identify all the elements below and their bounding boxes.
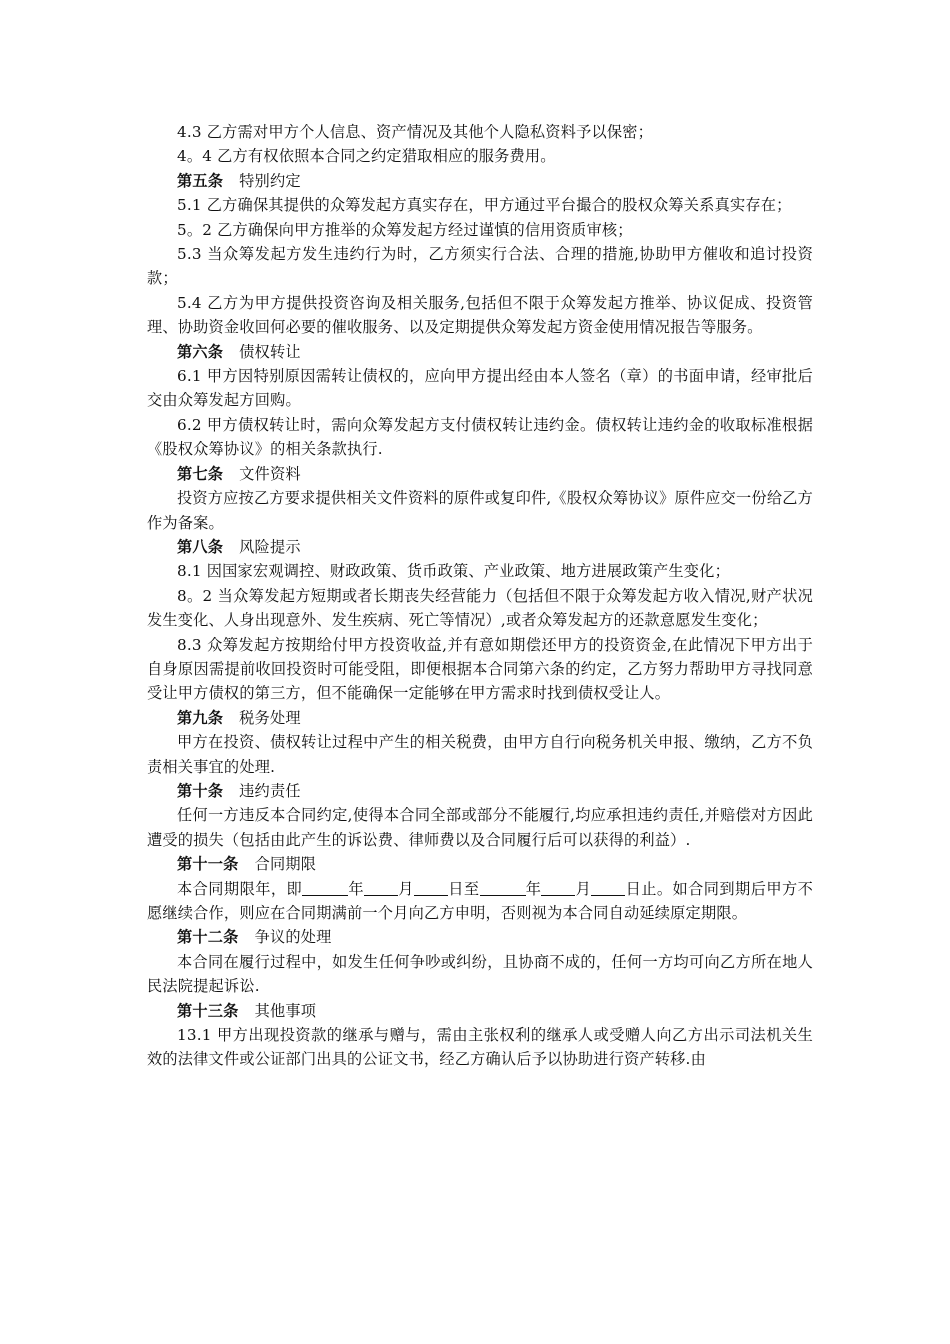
clause-13-1: 13.1 甲方出现投资款的继承与赠与，需由主张权利的继承人或受赠人向乙方出示司法机关生效的法律文件或公证部门出具的公证文书，经乙方确认后予以协助进行资产转移.由 bbox=[147, 1026, 813, 1069]
clause-text: 日止。如合同到期后甲方不愿继续合作，则应在合同期满前一个月向乙方申明，否则视为本合同自动延续原定期限。 bbox=[147, 879, 814, 922]
section-number: 第九条 bbox=[177, 708, 224, 727]
section-number: 第十一条 bbox=[177, 855, 239, 874]
section-5-heading bbox=[147, 169, 813, 193]
blank-field bbox=[480, 881, 526, 896]
clause-9: 甲方在投资、债权转让过程中产生的相关税费，由甲方自行向税务机关申报、缴纳，乙方不负责相关事宜的处理. bbox=[147, 733, 813, 776]
blank-field bbox=[364, 881, 398, 896]
section-10-heading bbox=[147, 779, 813, 803]
section-title: 其他事项 bbox=[254, 1001, 317, 1020]
clause-7: 投资方应按乙方要求提供相关文件资料的原件或复印件,《股权众筹协议》原件应交一份给乙方作为备案。 bbox=[147, 489, 813, 532]
blank-field bbox=[541, 881, 575, 896]
clause-8-2: 8。2 当众筹发起方短期或者长期丧失经营能力（包括但不限于众筹发起方收入情况,财产状况发生变化、人身出现意外、发生疾病、死亡等情况）,或者众筹发起方的还款意愿发生变化； bbox=[147, 586, 813, 630]
section-number: 第十条 bbox=[177, 781, 224, 800]
section-number: 第七条 bbox=[177, 464, 224, 483]
section-title: 文件资料 bbox=[239, 464, 301, 483]
clause-text: 本合同期限年，即 bbox=[177, 879, 303, 898]
section-title: 违约责任 bbox=[239, 781, 301, 800]
clause-5-2: 5。2 乙方确保向甲方推举的众筹发起方经过谨慎的信用资质审核； bbox=[177, 220, 633, 239]
section-12-heading bbox=[147, 925, 813, 949]
section-number: 第八条 bbox=[177, 537, 224, 556]
section-title: 特别约定 bbox=[239, 171, 301, 190]
section-6-heading bbox=[147, 340, 813, 364]
clause-6-2: 6.2 甲方债权转让时，需向众筹发起方支付债权转让违约金。债权转让违约金的收取标准根据《股权众筹协议》的相关条款执行. bbox=[147, 415, 813, 459]
clause-text: 日至 bbox=[447, 879, 480, 898]
clause-text: 月 bbox=[575, 879, 592, 898]
section-title: 争议的处理 bbox=[254, 928, 332, 947]
section-title: 税务处理 bbox=[239, 708, 301, 727]
clause-5-4: 5.4 乙方为甲方提供投资咨询及相关服务,包括但不限于众筹发起方推举、协议促成、投资管理、协助资金收回何必要的催收服务、以及定期提供众筹发起方资金使用情况报告等服务。 bbox=[147, 293, 813, 337]
clause-text: 年 bbox=[348, 879, 365, 898]
clause-10: 任何一方违反本合同约定,使得本合同全部或部分不能履行,均应承担违约责任,并赔偿对方因此遭受的损失（包括由此产生的诉讼费、律师费以及合同履行后可以获得的利益）. bbox=[147, 806, 813, 849]
clause-4-3: 4.3 乙方需对甲方个人信息、资产情况及其他个人隐私资料予以保密； bbox=[177, 123, 654, 141]
section-8-heading bbox=[147, 535, 813, 559]
blank-field bbox=[414, 881, 448, 896]
section-title: 风险提示 bbox=[239, 537, 301, 556]
section-9-heading bbox=[147, 706, 813, 730]
section-7-heading bbox=[147, 462, 813, 486]
clause-11 bbox=[147, 877, 813, 926]
section-11-heading bbox=[147, 852, 813, 876]
clause-8-1: 8.1 因国家宏观调控、财政政策、货币政策、产业政策、地方进展政策产生变化； bbox=[177, 562, 730, 581]
clause-8-3: 8.3 众筹发起方按期给付甲方投资收益,并有意如期偿还甲方的投资资金,在此情况下甲方出于自身原因需提前收回投资时可能受阻，即便根据本合同第六条的约定，乙方努力帮助甲方寻找同意受让甲方债权的第三方，但不能确保一定能够在甲方需求时找到债权受让人。 bbox=[147, 635, 813, 703]
blank-field bbox=[302, 881, 348, 896]
section-number: 第十三条 bbox=[177, 1001, 239, 1020]
contract-page bbox=[147, 120, 813, 1072]
section-title: 债权转让 bbox=[239, 342, 301, 361]
clause-12: 本合同在履行过程中，如发生任何争吵或纠纷，且协商不成的，任何一方均可向乙方所在地人民法院提起诉讼. bbox=[147, 952, 813, 996]
clause-6-1: 6.1 甲方因特别原因需转让债权的，应向甲方提出经由本人签名（章）的书面申请，经审批后交由众筹发起方回购。 bbox=[147, 367, 813, 410]
section-title: 合同期限 bbox=[254, 855, 317, 874]
section-number: 第六条 bbox=[177, 342, 224, 361]
section-number: 第十二条 bbox=[177, 928, 239, 947]
section-number: 第五条 bbox=[177, 171, 224, 190]
clause-5-1: 5.1 乙方确保其提供的众筹发起方真实存在，甲方通过平台撮合的股权众筹关系真实存在； bbox=[177, 196, 792, 215]
clause-4-4: 4。4 乙方有权依照本合同之约定猎取相应的服务费用。 bbox=[177, 147, 556, 166]
clause-text: 年 bbox=[525, 879, 542, 898]
clause-text: 月 bbox=[398, 879, 414, 898]
section-13-heading bbox=[147, 999, 813, 1023]
clause-5-3: 5.3 当众筹发起方发生违约行为时，乙方须实行合法、合理的措施,协助甲方催收和追讨投资款； bbox=[147, 245, 813, 288]
blank-field bbox=[591, 881, 625, 896]
